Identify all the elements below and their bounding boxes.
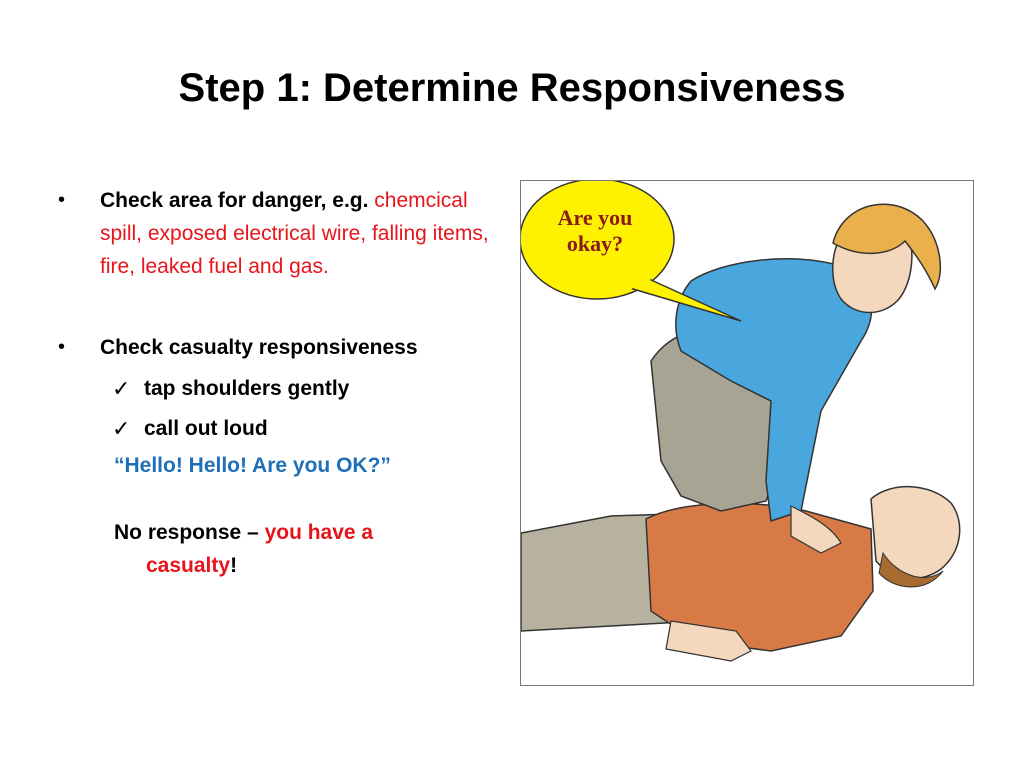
no-response-line-2	[146, 549, 508, 582]
bullet-marker: •	[58, 336, 66, 358]
bullet-responsiveness-heading: Check casualty responsiveness	[100, 336, 418, 359]
check-icon: ✓	[112, 416, 131, 441]
bullet-list	[58, 184, 508, 582]
subitem-tap	[112, 372, 508, 405]
slide-title: Step 1: Determine Responsiveness	[178, 66, 846, 110]
bullet-danger	[58, 184, 508, 283]
no-response-prefix: No response –	[114, 521, 265, 544]
bullet-danger-examples: chemcical spill, exposed electrical wire, falling items, fire, leaked fuel and gas.	[100, 189, 489, 278]
speech-bubble-text	[530, 205, 660, 257]
bullet-danger-heading: Check area for danger, e.g.	[100, 189, 369, 212]
bullet-marker: •	[58, 189, 66, 211]
subitem-tap-label: tap shoulders gently	[144, 377, 350, 400]
speech-bubble-line-2: okay?	[566, 231, 624, 256]
subitem-call-label: call out loud	[144, 417, 268, 440]
check-icon: ✓	[112, 376, 131, 401]
callout-quote: “Hello! Hello! Are you OK?”	[114, 454, 391, 477]
bullet-responsiveness	[58, 331, 508, 364]
speech-bubble-line-1: Are you	[557, 205, 633, 230]
subitem-call	[112, 412, 508, 445]
no-response-suffix: !	[230, 554, 238, 577]
no-response-line	[114, 516, 508, 549]
bullet-body	[100, 184, 508, 283]
no-response-emphasis-2: casualty	[146, 554, 231, 577]
no-response-emphasis-1: you have a	[264, 521, 374, 544]
